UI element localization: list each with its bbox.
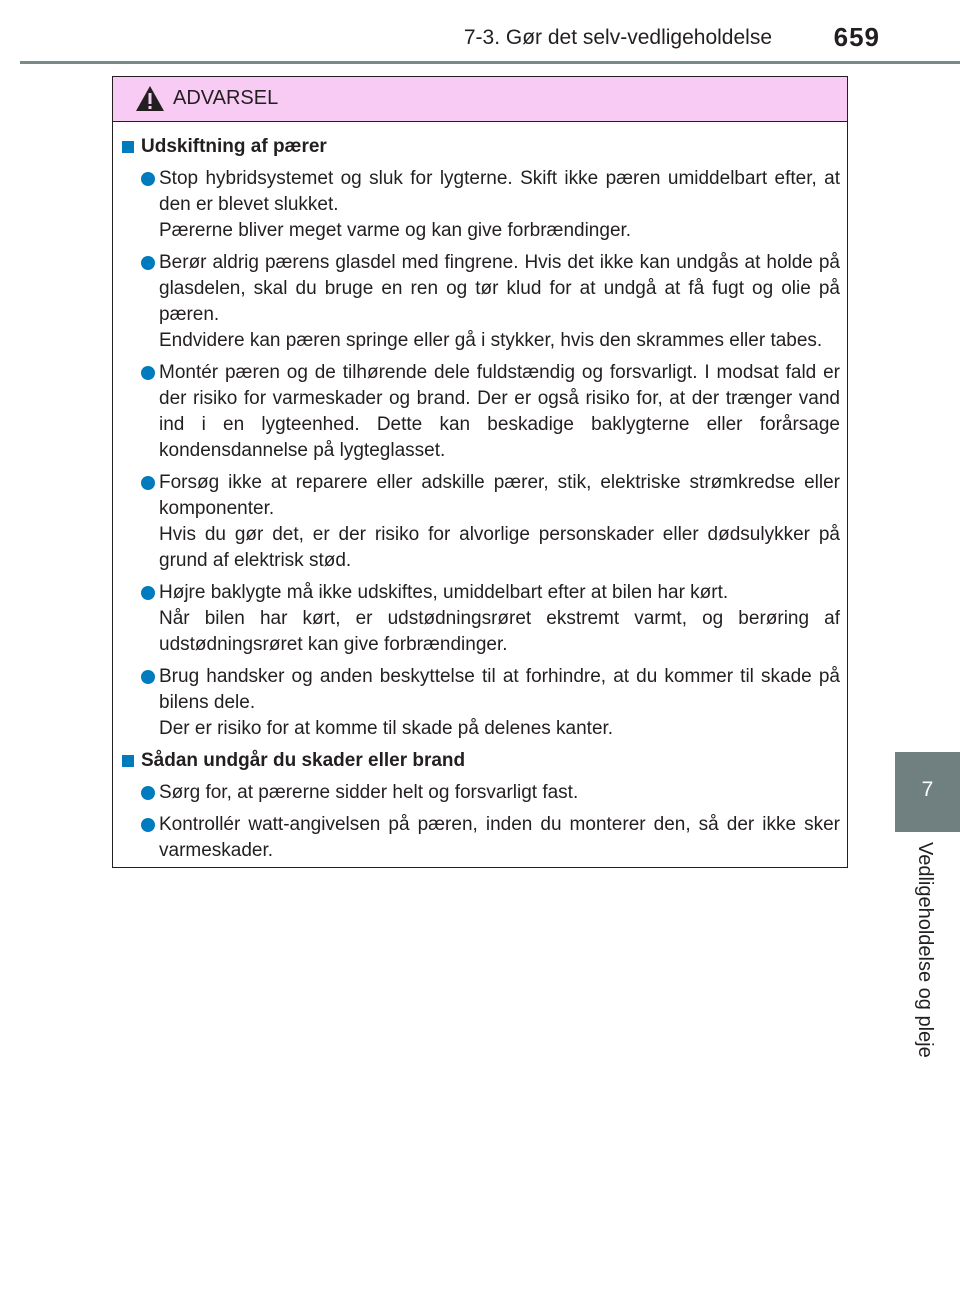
warning-title: ADVARSEL bbox=[173, 87, 279, 109]
square-bullet-icon bbox=[122, 141, 134, 153]
header-divider bbox=[20, 61, 960, 64]
item-paragraph: Kontrollér watt-angivelsen på pæren, inden du monterer den, så der ikke sker varmeskader. bbox=[159, 814, 840, 861]
item-paragraph: Montér pæren og de tilhørende dele fuldstændig og forsvarligt. I modsat fald er der risiko for varmeskader og brand. Der er også risiko for, at der trænger vand ind i en lygteenhed. Dette kan beskadige baklygterne eller forårsage kondensdannelse på lygteglasset. bbox=[159, 362, 840, 461]
list-item bbox=[113, 470, 847, 574]
chapter-number: 7 bbox=[921, 778, 934, 801]
round-bullet-icon bbox=[141, 818, 155, 832]
section-title: 7-3. Gør det selv-vedligeholdelse bbox=[463, 26, 772, 49]
section-heading-text: Udskiftning af pærer bbox=[141, 136, 327, 157]
item-paragraph: Stop hybridsystemet og sluk for lygterne. Skift ikke pæren umiddelbart efter, at den er blevet slukket. bbox=[159, 168, 840, 215]
item-paragraph: Forsøg ikke at reparere eller adskille pærer, stik, elektriske strømkredse eller komponenter. bbox=[159, 472, 840, 519]
list-item bbox=[113, 250, 847, 354]
item-paragraph: Hvis du gør det, er der risiko for alvorlige personskader eller dødsulykker på grund af elektrisk stød. bbox=[159, 524, 840, 571]
round-bullet-icon bbox=[141, 786, 155, 800]
round-bullet-icon bbox=[141, 670, 155, 684]
warning-box bbox=[112, 76, 848, 868]
round-bullet-icon bbox=[141, 586, 155, 600]
list-item bbox=[113, 360, 847, 464]
item-paragraph: Brug handsker og anden beskyttelse til at forhindre, at du kommer til skade på bilens dele. bbox=[159, 666, 840, 713]
section-heading bbox=[113, 748, 847, 774]
chapter-label: Vedligeholdelse og pleje bbox=[914, 842, 936, 1058]
list-item bbox=[113, 780, 847, 806]
section-heading-text: Sådan undgår du skader eller brand bbox=[141, 750, 466, 771]
list-item bbox=[113, 812, 847, 864]
warning-body bbox=[113, 134, 847, 870]
page-number: 659 bbox=[833, 22, 880, 52]
list-item bbox=[113, 166, 847, 244]
item-paragraph: Sørg for, at pærerne sidder helt og forsvarligt fast. bbox=[159, 782, 579, 803]
list-item bbox=[113, 664, 847, 742]
round-bullet-icon bbox=[141, 476, 155, 490]
item-paragraph: Når bilen har kørt, er udstødningsrøret ekstremt varmt, og berøring af udstødningsrøret kan give forbrændinger. bbox=[159, 608, 840, 655]
chapter-tab bbox=[895, 752, 960, 832]
square-bullet-icon bbox=[122, 755, 134, 767]
round-bullet-icon bbox=[141, 256, 155, 270]
warning-triangle-icon bbox=[135, 85, 165, 112]
item-paragraph: Berør aldrig pærens glasdel med fingrene. Hvis det ikke kan undgås at holde på glasdelen, skal du bruge en ren og tør klud for at undgå at få fugt og olie på pæren. bbox=[159, 252, 840, 325]
section-heading bbox=[113, 134, 847, 160]
round-bullet-icon bbox=[141, 366, 155, 380]
round-bullet-icon bbox=[141, 172, 155, 186]
warning-header bbox=[113, 77, 847, 122]
item-paragraph: Endvidere kan pæren springe eller gå i stykker, hvis den skrammes eller tabes. bbox=[159, 330, 823, 351]
item-paragraph: Pærerne bliver meget varme og kan give forbrændinger. bbox=[159, 220, 632, 241]
item-paragraph: Der er risiko for at komme til skade på delenes kanter. bbox=[159, 718, 614, 739]
list-item bbox=[113, 580, 847, 658]
item-paragraph: Højre baklygte må ikke udskiftes, umiddelbart efter at bilen har kørt. bbox=[159, 582, 729, 603]
